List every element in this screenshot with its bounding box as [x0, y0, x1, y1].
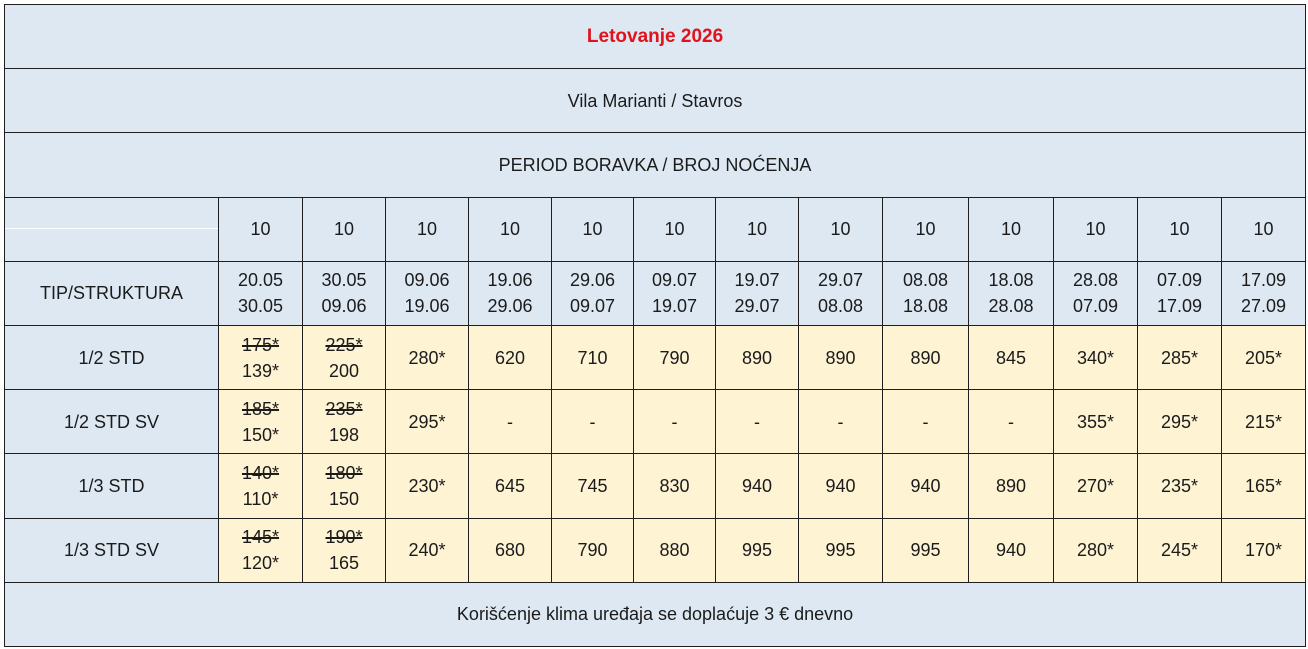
periods-row	[5, 261, 1306, 325]
discount-price-cell	[219, 518, 303, 582]
period-from: 09.06	[404, 270, 450, 291]
price-cell: 940	[716, 454, 799, 518]
period-to: 07.09	[1072, 296, 1119, 317]
property-name: Vila Marianti / Stavros	[5, 69, 1306, 133]
price-table	[4, 4, 1306, 647]
period-from: 07.09	[1156, 270, 1203, 291]
period-from: 30.05	[321, 270, 367, 291]
period-from: 29.07	[817, 270, 864, 291]
period-cell	[883, 261, 969, 325]
new-price: 110*	[242, 488, 279, 509]
nights-cell: 10	[1222, 197, 1306, 261]
nights-cell: 10	[634, 197, 716, 261]
price-cell: 845	[969, 325, 1054, 389]
price-cell: 890	[799, 325, 883, 389]
old-price: 235*	[325, 398, 363, 419]
price-cell: -	[634, 390, 716, 454]
period-to: 19.07	[651, 296, 698, 317]
price-row	[5, 518, 1306, 582]
new-price: 165	[328, 553, 360, 574]
price-cell: 235*	[1138, 454, 1222, 518]
price-row	[5, 454, 1306, 518]
price-row	[5, 325, 1306, 389]
discount-price-cell	[219, 390, 303, 454]
period-cell	[1222, 261, 1306, 325]
price-cell: 340*	[1054, 325, 1138, 389]
nights-cell: 10	[303, 197, 386, 261]
period-from: 29.06	[569, 270, 616, 291]
discount-price-cell	[303, 390, 386, 454]
price-cell: 995	[799, 518, 883, 582]
price-cell: 890	[716, 325, 799, 389]
old-price: 175*	[241, 334, 280, 355]
price-cell: -	[716, 390, 799, 454]
new-price: 198	[328, 424, 360, 445]
price-cell: 880	[634, 518, 716, 582]
price-cell: 830	[634, 454, 716, 518]
discount-price-cell	[219, 325, 303, 389]
price-cell: 230*	[386, 454, 469, 518]
price-cell: 890	[883, 325, 969, 389]
nights-row	[5, 197, 1306, 261]
price-cell: 940	[969, 518, 1054, 582]
period-to: 19.06	[404, 296, 450, 317]
price-cell: 215*	[1222, 390, 1306, 454]
price-cell: 240*	[386, 518, 469, 582]
price-cell: 270*	[1054, 454, 1138, 518]
new-price: 200	[328, 360, 360, 381]
period-to: 29.07	[734, 296, 780, 317]
price-cell: -	[552, 390, 634, 454]
old-price: 180*	[325, 462, 363, 483]
price-cell: 205*	[1222, 325, 1306, 389]
period-from: 18.08	[988, 270, 1034, 291]
period-to: 28.08	[988, 296, 1034, 317]
period-from: 08.08	[902, 270, 949, 291]
new-price: 120*	[241, 553, 280, 574]
period-cell	[219, 261, 303, 325]
nights-cell: 10	[469, 197, 552, 261]
period-cell	[634, 261, 716, 325]
type-label: TIP/STRUKTURA	[5, 261, 219, 325]
price-cell: 620	[469, 325, 552, 389]
period-cell	[469, 261, 552, 325]
room-type: 1/2 STD	[5, 325, 219, 389]
period-from: 19.06	[487, 270, 533, 291]
footer-note: Korišćenje klima uređaja se doplaćuje 3 € dnevno	[5, 582, 1306, 646]
price-cell: 940	[883, 454, 969, 518]
price-cell: 995	[716, 518, 799, 582]
price-cell: 295*	[386, 390, 469, 454]
period-to: 29.06	[487, 296, 533, 317]
discount-price-cell	[303, 518, 386, 582]
period-cell	[552, 261, 634, 325]
nights-cell: 10	[386, 197, 469, 261]
discount-price-cell	[219, 454, 303, 518]
price-cell: -	[883, 390, 969, 454]
period-to: 30.05	[237, 296, 284, 317]
nights-cell: 10	[552, 197, 634, 261]
period-cell	[386, 261, 469, 325]
nights-cell: 10	[969, 197, 1054, 261]
period-to: 09.07	[569, 296, 616, 317]
period-from: 19.07	[734, 270, 780, 291]
price-cell: 165*	[1222, 454, 1306, 518]
nights-cell: 10	[1054, 197, 1138, 261]
old-price: 225*	[325, 334, 363, 355]
old-price: 190*	[325, 527, 363, 548]
price-cell: 995	[883, 518, 969, 582]
price-cell: 790	[634, 325, 716, 389]
period-to: 08.08	[817, 296, 864, 317]
room-type: 1/3 STD SV	[5, 518, 219, 582]
price-cell: -	[469, 390, 552, 454]
period-cell	[799, 261, 883, 325]
new-price: 150	[328, 488, 360, 509]
period-to: 18.08	[902, 296, 949, 317]
price-cell: 710	[552, 325, 634, 389]
price-cell: 285*	[1138, 325, 1222, 389]
nights-cell: 10	[1138, 197, 1222, 261]
period-cell	[969, 261, 1054, 325]
new-price: 150*	[241, 424, 280, 445]
discount-price-cell	[303, 454, 386, 518]
room-type: 1/2 STD SV	[5, 390, 219, 454]
price-cell: 645	[469, 454, 552, 518]
price-cell: 790	[552, 518, 634, 582]
room-type: 1/3 STD	[5, 454, 219, 518]
price-cell: 890	[969, 454, 1054, 518]
price-row	[5, 390, 1306, 454]
price-cell: 295*	[1138, 390, 1222, 454]
old-price: 140*	[241, 462, 280, 483]
price-cell: 280*	[1054, 518, 1138, 582]
period-cell	[716, 261, 799, 325]
price-cell: 940	[799, 454, 883, 518]
old-price: 185*	[241, 398, 280, 419]
nights-cell: 10	[883, 197, 969, 261]
price-cell: -	[799, 390, 883, 454]
period-to: 17.09	[1156, 296, 1203, 317]
period-cell	[1138, 261, 1222, 325]
period-cell	[1054, 261, 1138, 325]
price-cell: 680	[469, 518, 552, 582]
period-from: 17.09	[1241, 270, 1287, 291]
price-cell: -	[969, 390, 1054, 454]
price-cell: 745	[552, 454, 634, 518]
period-from: 09.07	[651, 270, 698, 291]
price-cell: 245*	[1138, 518, 1222, 582]
nights-cell: 10	[799, 197, 883, 261]
period-from: 28.08	[1072, 270, 1119, 291]
nights-cell: 10	[716, 197, 799, 261]
period-cell	[303, 261, 386, 325]
nights-cell: 10	[219, 197, 303, 261]
discount-price-cell	[303, 325, 386, 389]
old-price: 145*	[241, 527, 280, 548]
period-to: 09.06	[321, 296, 367, 317]
new-price: 139*	[241, 360, 280, 381]
corner-cell	[5, 197, 219, 261]
period-header: PERIOD BORAVKA / BROJ NOĆENJA	[5, 133, 1306, 197]
price-cell: 280*	[386, 325, 469, 389]
period-to: 27.09	[1241, 296, 1287, 317]
period-from: 20.05	[237, 270, 284, 291]
page-title: Letovanje 2026	[5, 5, 1306, 69]
price-cell: 355*	[1054, 390, 1138, 454]
price-cell: 170*	[1222, 518, 1306, 582]
